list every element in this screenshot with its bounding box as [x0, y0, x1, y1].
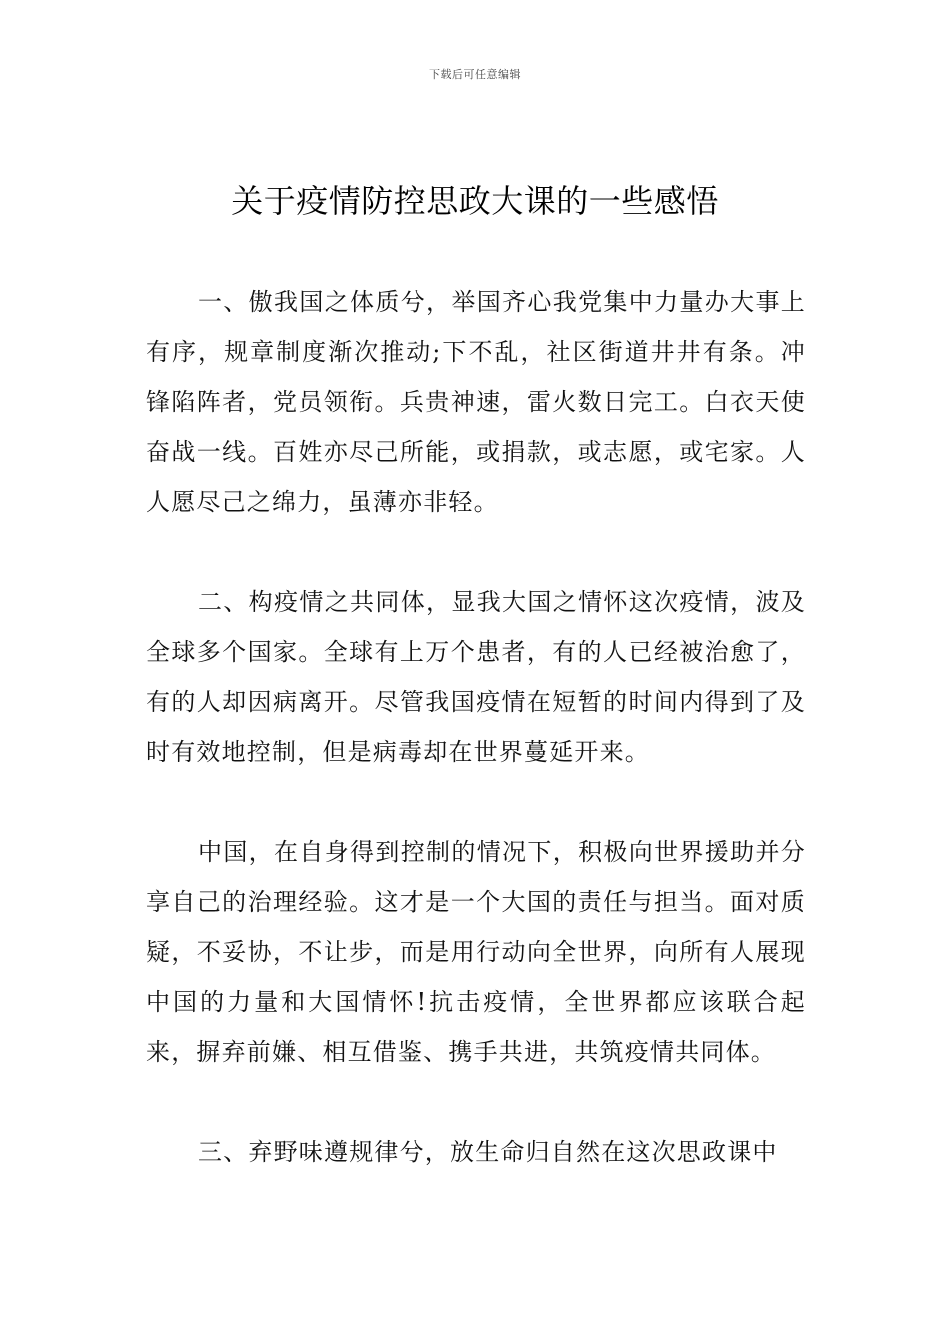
- header-note: 下载后可任意编辑: [429, 68, 521, 81]
- paragraph-2: 二、构疫情之共同体，显我大国之情怀这次疫情，波及全球多个国家。全球有上万个患者，有的人已经被治愈了，有的人却因病离开。尽管我国疫情在短暂的时间内得到了及时有效地控制，但是病毒却在世界蔓延开来。: [146, 588, 806, 766]
- paragraph-1: 一、傲我国之体质兮，举国齐心我党集中力量办大事上有序，规章制度渐次推动;下不乱，社区街道井井有条。冲锋陷阵者，党员领衔。兵贵神速，雷火数日完工。白衣天使奋战一线。百姓亦尽己所能，或捐款，或志愿，或宅家。人人愿尽己之绵力，虽薄亦非轻。: [146, 288, 806, 516]
- document-title: 关于疫情防控思政大课的一些感悟: [231, 182, 719, 220]
- document-body: [146, 277, 806, 1227]
- paragraph-4: 三、弃野味遵规律兮，放生命归自然在这次思政课中: [198, 1138, 778, 1166]
- paragraph-3: 中国，在自身得到控制的情况下，积极向世界援助并分享自己的治理经验。这才是一个大国的责任与担当。面对质疑，不妥协，不让步，而是用行动向全世界，向所有人展现中国的力量和大国情怀!抗击疫情，全世界都应该联合起来，摒弃前嫌、相互借鉴、携手共进，共筑疫情共同体。: [146, 838, 806, 1066]
